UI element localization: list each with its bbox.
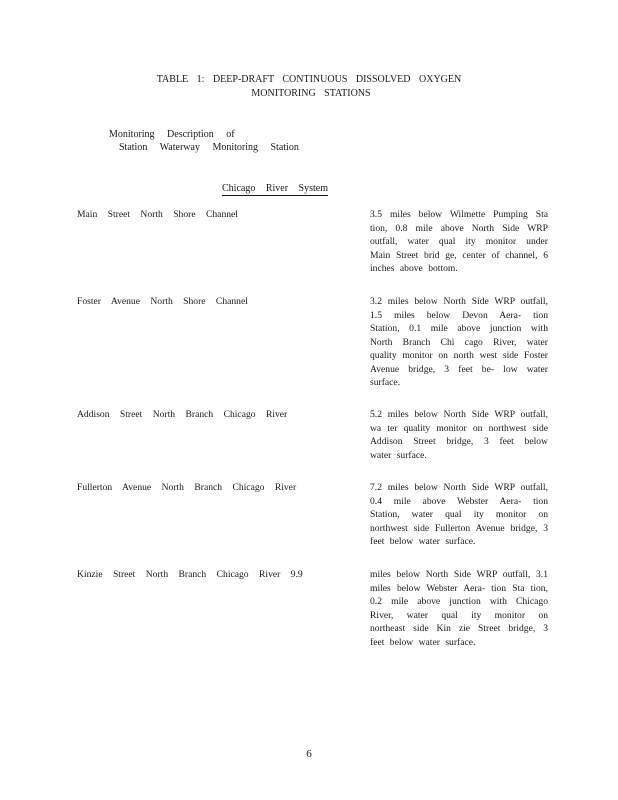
column-header-line1: Monitoring Description of bbox=[109, 129, 235, 140]
station-name: Addison Street North Branch Chicago River bbox=[77, 409, 288, 420]
station-description: miles below North Side WRP outfall, 3.1 miles below Webster Aera- tion Sta tion, 0.2 mile above junction with Chicago River, water qual ity monitor on northeast side Kin zie Street bridge, 3 feet below water surface. bbox=[370, 569, 548, 648]
station-description: 3.2 miles below North Side WRP outfall, 1.5 miles below Devon Aera- tion Station, 0.1 mile above junction with North Branch Chi cago River, water quality monitor on north west side Foster Avenue bridge, 3 feet be- low water surface. bbox=[370, 296, 548, 388]
station-name: Fullerton Avenue North Branch Chicago River bbox=[77, 482, 297, 493]
table-title-line2: MONITORING STATIONS bbox=[251, 88, 371, 99]
station-description: 3.5 miles below Wilmette Pumping Sta tion, 0.8 mile above North Side WRP outfall, water qual ity monitor under Main Street brid ge, center of channel, 6 inches above bottom. bbox=[370, 209, 548, 274]
page-number: 6 bbox=[306, 748, 312, 760]
station-name: Kinzie Street North Branch Chicago River 9.9 bbox=[77, 569, 303, 580]
station-name: Foster Avenue North Shore Channel bbox=[77, 296, 248, 307]
station-name: Main Street North Shore Channel bbox=[77, 209, 238, 220]
station-description: 5.2 miles below North Side WRP outfall, wa ter quality monitor on northwest side Addison Street bridge, 3 feet below water surface. bbox=[370, 409, 548, 461]
station-description: 7.2 miles below North Side WRP outfall, 0.4 mile above Webster Aera- tion Station, water qual ity monitor on northwest side Fullerton Avenue bridge, 3 feet below water surface. bbox=[370, 482, 548, 547]
column-header-line2: Station Waterway Monitoring Station bbox=[119, 142, 299, 153]
table-title-line1: TABLE 1: DEEP-DRAFT CONTINUOUS DISSOLVED OXYGEN bbox=[156, 74, 462, 85]
system-heading: Chicago River System bbox=[222, 183, 328, 194]
